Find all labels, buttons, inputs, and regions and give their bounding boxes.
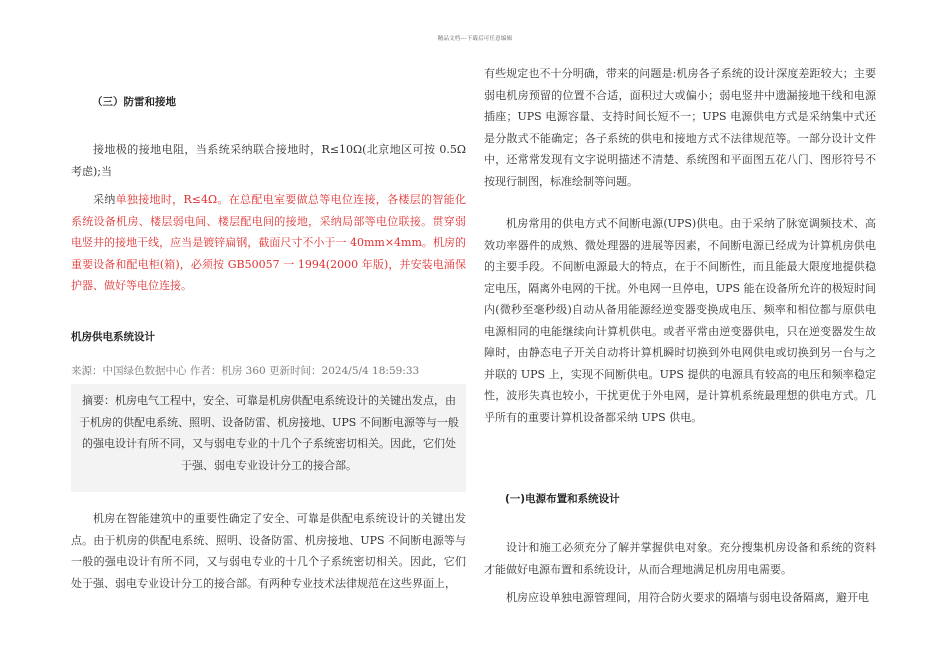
paragraph-red-lead: 采纳 (93, 193, 116, 206)
abstract-text: 摘要：机房电气工程中，安全、可靠是机房供配电系统设计的关键出发点，由于机房的供配电系统、照明、设备防雷、机房接地、UPS 不间断电源等与一般的强电设计有所不同，又与弱电专业的十几个子系统密切相关。因此，它们处于强、弱电专业设计分工的接合部。 (79, 394, 459, 472)
abstract-box (71, 384, 466, 492)
section-heading-lightning: （三）防雷和接地 (92, 96, 176, 108)
paragraph-design-issues: 有些规定也不十分明确，带来的问题是:机房各子系统的设计深度差距较大；主要弱电机房预留的位置不合适，面积过大或偏小；弱电竖井中遗漏接地干线和电源插座；UPS 电源容量、支持时间长短不一；UPS 电源供电方式是采纳集中式还是分散式不能确定；各子系统的供电和接地方式不法律规范等。一部分设计文件中，还常常发现有文字说明描述不清楚、系统图和平面图五花八门、图形符号不按现行制图，标准绘制等问题。 (484, 67, 876, 188)
paragraph-grounding-red (71, 189, 466, 297)
body-paragraph: 机房在智能建筑中的重要性确定了安全、可靠是供配电系统设计的关键出发点。由于机房的供配电系统、照明、设备防雷、机房接地、UPS 不间断电源等与一般的强电设计有所不同，又与弱电专业的十几个子系统密切相关。因此，它们处于强、弱电专业设计分工的接合部。有两种专业技术法律规范在这些界面上， (71, 512, 466, 590)
article-title: 机房供电系统设计 (71, 331, 155, 343)
paragraph-red-text: 单独接地时，R≤4Ω。在总配电室要做总等电位连接，各楼层的智能化系统设备机房、楼层弱电间、楼层配电间的接地，采纳局部等电位联接。贯穿弱电竖井的接地干线，应当是镀锌扁钢，截面尺寸不小于一 40mm×4mm。机房的重要设备和配电柜(箱)，必须按 GB50057 一 1994(2000 年版)，并安装电涌保护器、做好等电位连接。 (71, 193, 466, 292)
article-meta: 来源：中国绿色数据中心 作者：机房 360 更新时间：2024/5/4 18:59:33 (71, 365, 420, 377)
paragraph-power-room: 机房应设单独电源管理间，用符合防火要求的隔墙与弱电设备隔离，避开电 (506, 591, 869, 604)
section-heading-power-layout: (一)电源布置和系统设计 (505, 493, 620, 505)
header-note: 精品文档---下载后可任意编辑 (437, 36, 513, 42)
paragraph-power-design: 设计和施工必须充分了解并掌握供电对象。充分搜集机房设备和系统的资料才能做好电源布置和系统设计，从而合理地满足机房用电需要。 (484, 541, 876, 576)
paragraph-ups: 机房常用的供电方式不间断电源(UPS)供电。由于采纳了脉宽调频技术、高效功率器件的成熟、微处理器的进展等因素，不间断电源已经成为计算机房供电的主要手段。不间断电源最大的特点，在于不间断性，而且能最大限度地提供稳定电压，隔离外电网的干扰。外电网一旦停电，UPS 能在设备所允许的极短时间内(微秒至毫秒级)自动从备用能源经逆变器变换成电压、频率和相位都与原供电电源相同的电能继续向计算机供电。或者平常由逆变器供电，只在逆变器发生故障时，由静态电子开关自动将计算机瞬时切换到外电网供电或切换到另一台与之并联的 UPS 上，实现不间断供电。UPS 提供的电源具有较高的电压和频率稳定性，波形失真也较小，干扰更优于外电网，是计算机系统最理想的供电方式。几乎所有的重要计算机设备都采纳 UPS 供电。 (484, 217, 876, 424)
paragraph-grounding: 接地极的接地电阻，当系统采纳联合接地时，R≤10Ω(北京地区可按 0.5Ω 考虑);当 (71, 143, 466, 178)
